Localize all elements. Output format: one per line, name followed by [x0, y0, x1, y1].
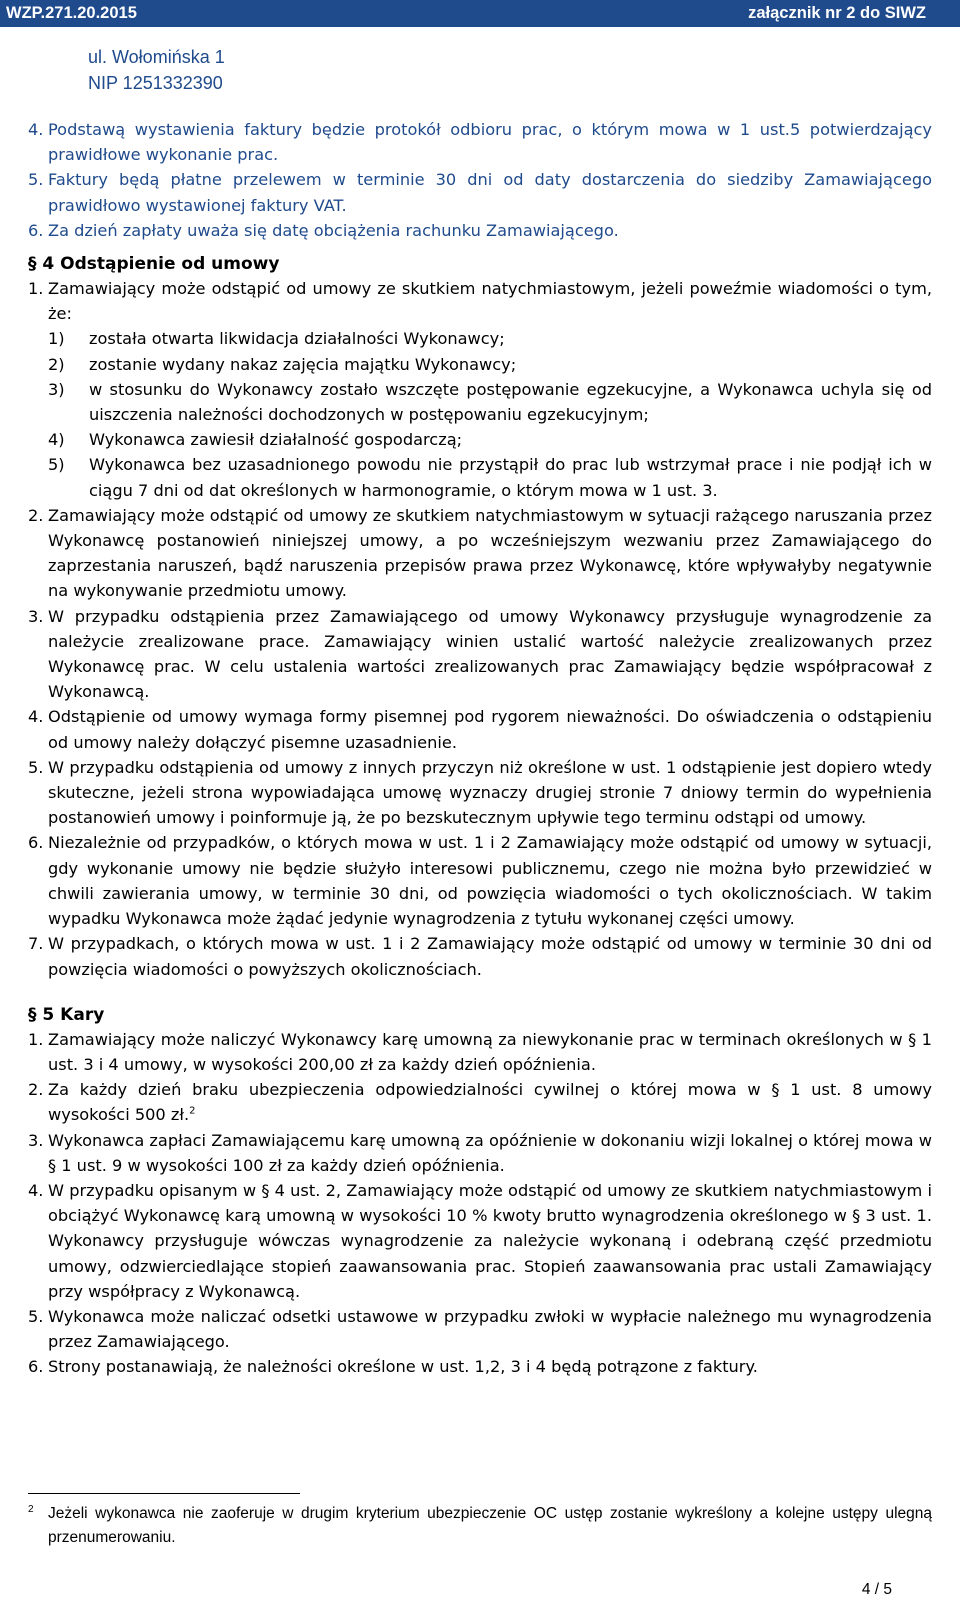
- document-body: [28, 117, 932, 1380]
- footnote-text: Jeżeli wykonawca nie zaoferuje w drugim kryterium ubezpieczenie OC ustęp zostanie wykreślony a kolejne ustępy ulegną przenumerowaniu.: [48, 1505, 932, 1546]
- page-header: [0, 0, 960, 27]
- section-heading: [28, 252, 932, 276]
- section-heading: [28, 1003, 932, 1027]
- list-item: [28, 1178, 932, 1304]
- item-number: 7.: [28, 934, 44, 954]
- list-item: [28, 117, 932, 167]
- list-item: [28, 276, 932, 326]
- list-item: [28, 604, 932, 705]
- sub-list-item: [28, 352, 932, 377]
- item-text: Za każdy dzień braku ubezpieczenia odpowiedzialności cywilnej o której mowa w § 1 ust. 8 umowy wysokości 500 zł.: [48, 1080, 932, 1125]
- item-number: 4.: [28, 707, 44, 727]
- item-number: 5.: [28, 757, 44, 777]
- item-number: 1.: [28, 279, 44, 299]
- list-item: [28, 1304, 932, 1354]
- list-item: [28, 755, 932, 831]
- footnote-reference[interactable]: 2: [189, 1105, 196, 1117]
- section-title: 4 Odstąpienie od umowy: [42, 254, 280, 275]
- sub-list-item: [28, 377, 932, 427]
- list-item: [28, 1354, 932, 1379]
- spacer: [28, 982, 932, 994]
- attachment-label: załącznik nr 2 do SIWZ: [748, 4, 926, 22]
- sub-list-item: [28, 326, 932, 351]
- item-text: Faktury będą płatne przelewem w terminie 30 dni od daty dostarczenia do siedziby Zamawiającego prawidłowo wystawionej faktury VAT.: [48, 170, 932, 215]
- list-item: [28, 830, 932, 931]
- item-text: W przypadku odstąpienia przez Zamawiającego od umowy Wykonawcy przysługuje wynagrodzenie za należycie zrealizowane prace. Zamawiający winien ustalić wartość należycie zrealizowanych przez Wykonawcę prac. W celu ustalenia wartości zrealizowanych prac Zamawiający będzie współpracował z Wykonawcą.: [48, 606, 932, 702]
- item-text: Wykonawca może naliczać odsetki ustawowe w przypadku zwłoki w wypłacie należnego mu wynagrodzenia przez Zamawiającego.: [48, 1306, 932, 1352]
- sub-item-number: 1): [48, 329, 65, 349]
- item-text: W przypadku odstąpienia od umowy z innych przyczyn niż określone w ust. 1 odstąpienie jest dopiero wtedy skuteczne, jeżeli strona wypowiadająca umowę wyznaczy drugiej stronie 7 dniowy termin do wypełnienia postanowień umowy i poinformuje ją, że po bezskutecznym upływie tego terminu odstąpi od umowy.: [48, 757, 932, 828]
- footnote: [28, 1502, 932, 1550]
- address-block: [88, 44, 225, 96]
- item-text: Zamawiający może odstąpić od umowy ze skutkiem natychmiastowym w sytuacji rażącego naruszania przez Wykonawcę postanowień niniejszej umowy, a po wcześniejszym wezwaniu przez Zamawiającego do zaprzestania naruszeń, bądź naruszenia przepisów prawa przez Wykonawcę, które wpływałyby negatywnie na wykonywanie przedmiotu umowy.: [48, 505, 932, 601]
- item-text: Odstąpienie od umowy wymaga formy pisemnej pod rygorem nieważności. Do oświadczenia o odstąpieniu od umowy należy dołączyć pisemne uzasadnienie.: [48, 707, 932, 752]
- sub-item-number: 5): [48, 455, 65, 475]
- paragraph-mark: §: [28, 254, 37, 275]
- item-text: W przypadkach, o których mowa w ust. 1 i 2 Zamawiający może odstąpić od umowy w terminie 30 dni od powzięcia wiadomości o powyższych okolicznościach.: [48, 934, 932, 979]
- item-text: Zamawiający może naliczyć Wykonawcy karę umowną za niewykonanie prac w terminach określonych w § 1 ust. 3 i 4 umowy, w wysokości 200,00 zł za każdy dzień opóźnienia.: [48, 1029, 932, 1074]
- item-number: 6.: [28, 1357, 44, 1377]
- list-item: [28, 704, 932, 754]
- page-number: 4 / 5: [861, 1581, 892, 1598]
- sub-item-number: 4): [48, 430, 65, 450]
- sub-list-item: [28, 452, 932, 502]
- sub-item-text: została otwarta likwidacja działalności Wykonawcy;: [89, 329, 505, 349]
- list-item: [28, 218, 932, 243]
- sub-list-item: [28, 427, 932, 452]
- item-number: 3.: [28, 606, 44, 626]
- sub-item-number: 3): [48, 379, 65, 399]
- footnote-separator: [28, 1493, 300, 1494]
- document-reference: WZP.271.20.2015: [6, 4, 137, 22]
- item-number: 1.: [28, 1029, 44, 1049]
- item-text: Wykonawca zapłaci Zamawiającemu karę umowną za opóźnienie w dokonaniu wizji lokalnej o której mowa w § 1 ust. 9 w wysokości 100 zł za każdy dzień opóźnienia.: [48, 1130, 932, 1175]
- list-item: [28, 1128, 932, 1178]
- item-number: 4.: [28, 1180, 44, 1200]
- item-number: 2.: [28, 505, 44, 525]
- item-number: 3.: [28, 1130, 44, 1150]
- item-number: 5.: [28, 1306, 44, 1326]
- item-text: Strony postanawiają, że należności określone w ust. 1,2, 3 i 4 będą potrązone z faktury.: [48, 1357, 758, 1377]
- item-number: 2.: [28, 1080, 44, 1100]
- sub-item-text: w stosunku do Wykonawcy zostało wszczęte postępowanie egzekucyjne, a Wykonawca uchyla się od uiszczenia należności dochodzonych w postępowaniu egzekucyjnym;: [89, 379, 932, 425]
- list-item: [28, 1027, 932, 1077]
- list-item: [28, 1077, 932, 1127]
- paragraph-mark: §: [28, 1004, 37, 1025]
- item-text: Zamawiający może odstąpić od umowy ze skutkiem natychmiastowym, jeżeli poweźmie wiadomości o tym, że:: [48, 279, 932, 324]
- item-number: 5.: [28, 170, 44, 190]
- list-item: [28, 931, 932, 981]
- item-number: 6.: [28, 833, 44, 853]
- section-title: 5 Kary: [42, 1004, 105, 1025]
- item-number: 6.: [28, 220, 44, 240]
- item-text: W przypadku opisanym w § 4 ust. 2, Zamawiający może odstąpić od umowy ze skutkiem natychmiastowym i obciążyć Wykonawcę karą umowną w wysokości 10 % kwoty brutto wynagrodzenia określonego w § 3 ust. 1. Wykonawcy przysługuje wówczas wynagrodzenie za należycie wykonaną i odebraną część przedmiotu umowy, odzwierciedlające stopień zaawansowania prac. Stopień zaawansowania prac ustali Zamawiający przy współpracy z Wykonawcą.: [48, 1180, 932, 1301]
- sub-item-text: Wykonawca zawiesił działalność gospodarczą;: [89, 430, 463, 450]
- sub-item-number: 2): [48, 354, 65, 374]
- list-item: [28, 503, 932, 604]
- item-text: Za dzień zapłaty uważa się datę obciążenia rachunku Zamawiającego.: [48, 220, 619, 240]
- address-street: ul. Wołomińska 1: [88, 47, 225, 67]
- list-item: [28, 167, 932, 217]
- sub-item-text: zostanie wydany nakaz zajęcia majątku Wykonawcy;: [89, 354, 517, 374]
- item-number: 4.: [28, 120, 44, 139]
- item-text: Podstawą wystawienia faktury będzie protokół odbioru prac, o którym mowa w 1 ust.5 potwierdzający prawidłowe wykonanie prac.: [48, 120, 932, 165]
- address-nip: NIP 1251332390: [88, 73, 223, 93]
- footnote-number: 2: [28, 1504, 34, 1515]
- sub-item-text: Wykonawca bez uzasadnionego powodu nie przystąpił do prac lub wstrzymał prace i nie podjął ich w ciągu 7 dni od dat określonych w harmonogramie, o którym mowa w 1 ust. 3.: [89, 455, 932, 500]
- item-text: Niezależnie od przypadków, o których mowa w ust. 1 i 2 Zamawiający może odstąpić od umowy w sytuacji, gdy wykonanie umowy nie będzie służyło interesowi publicznemu, czego nie można było przewidzieć w chwili zawierania umowy, w terminie 30 dni, od powzięcia wiadomości o tych okolicznościach. W takim wypadku Wykonawca może żądać jedynie wynagrodzenia z tytułu wykonanej części umowy.: [48, 833, 932, 929]
